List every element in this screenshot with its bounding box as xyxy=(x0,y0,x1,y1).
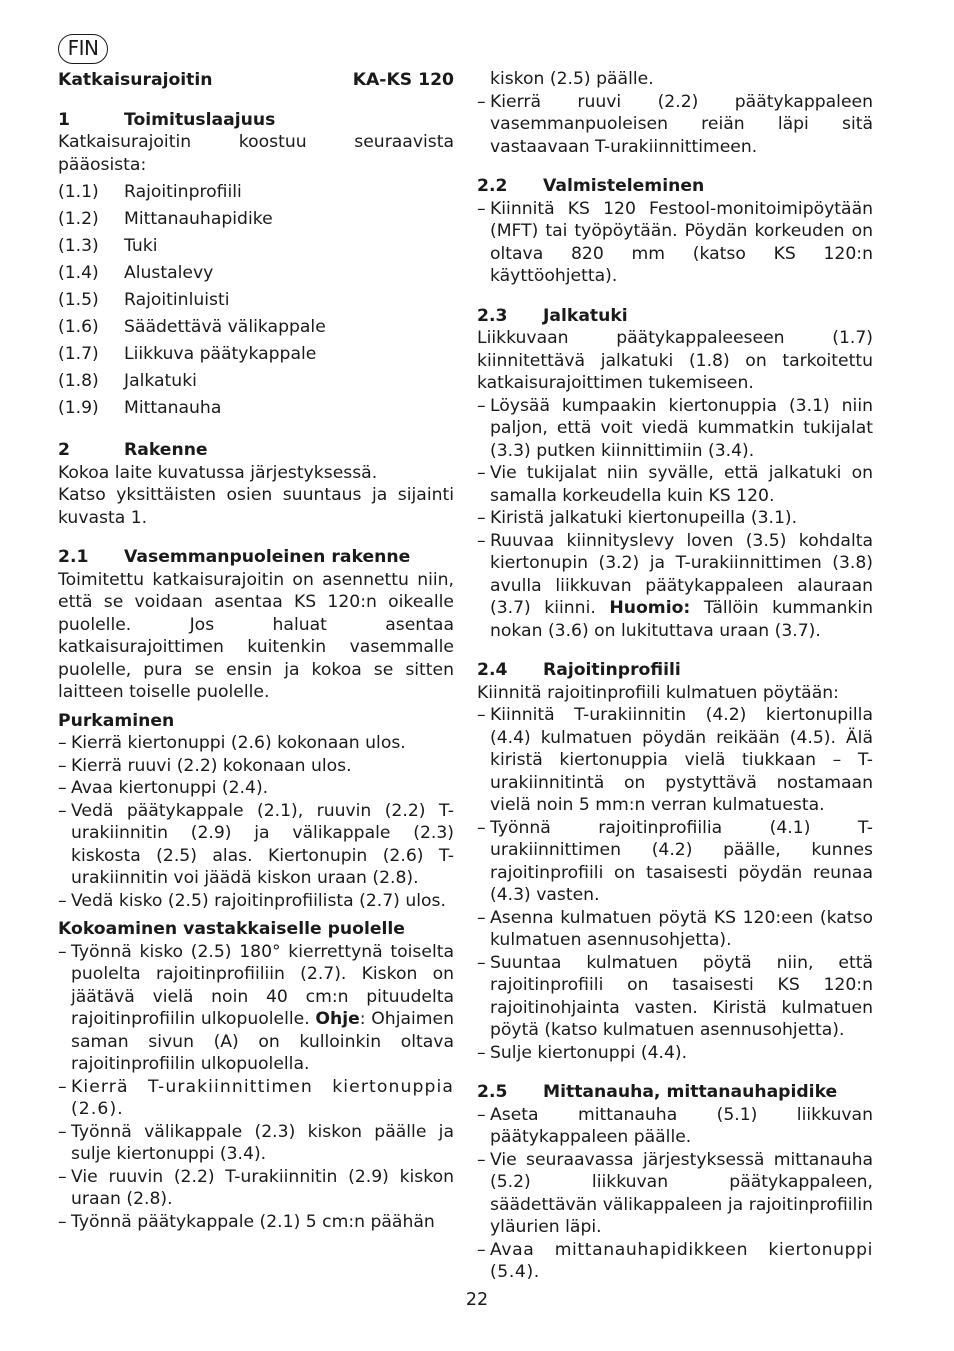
list-item: – Ruuvaa kiinnityslevy loven (3.5) kohdalta kiertonupin (3.2) ja T-urakiinnittimen (3.8) avulla liikkuvan päätykappaleen alauraan (3.7) kiinni. Huomio: Tällöin kummankin nokan (3.6) on lukituttava uraan (3.7). xyxy=(477,530,873,643)
list-item: – Kiinnitä T-urakiinnitin (4.2) kiertonupilla (4.4) kulmatuen pöydän reikään (4.5). Älä kiristä kiertonuppia vielä tiukkaan – T-urakiinnitintä on pystyttävä nostamaan vielä noin 5 mm:n verran kulmatuesta. xyxy=(477,704,873,817)
section-title: Toimituslaajuus xyxy=(124,109,276,130)
section-number: 2.3 xyxy=(477,305,508,326)
list-item: – Suuntaa kulmatuen pöytä niin, että rajoitinprofiili on tasaisesti KS 120:n rajoitinohjainta vasten. Kiristä kulmatuen pöytä (katso kulmatuen asennusohjetta). xyxy=(477,952,873,1042)
section-1-heading xyxy=(58,109,454,132)
section-title: Valmisteleminen xyxy=(543,176,705,196)
section-number: 2 xyxy=(58,440,70,460)
list-item: – Kierrä T-urakiinnittimen kiertonuppia (2.6). xyxy=(58,1076,454,1121)
parts-list-item: (1.7) Liikkuva päätykappale xyxy=(58,344,317,364)
list-item: – Avaa mittanauhapidikkeen kiertonuppi (5.4). xyxy=(477,1239,873,1284)
list-item: – Vie seuraavassa järjestyksessä mittanauha (5.2) liikkuvan päätykappaleen, säädettävän välikappaleen ja rajoitinprofiilin yläurien läpi. xyxy=(477,1149,873,1239)
doc-title: Katkaisurajoitin xyxy=(58,70,213,90)
list-item: – Työnnä rajoitinprofiilia (4.1) T-urakiinnittimen (4.2) päälle, kunnes rajoitinprofiili on tasaisesti pöydän reunaa (4.3) vasten. xyxy=(477,817,873,907)
list-item: – Avaa kiertonuppi (2.4). xyxy=(58,777,454,800)
kokoaminen-steps xyxy=(58,941,454,1234)
left-column xyxy=(58,68,454,1233)
note-label: Ohje xyxy=(315,1009,360,1029)
list-item: – Vie tukijalat niin syvälle, että jalkatuki on samalla korkeudella kuin KS 120. xyxy=(477,462,873,507)
section-2-2-heading xyxy=(477,175,873,198)
section-number: 2.4 xyxy=(477,660,508,680)
list-item: – Sulje kiertonuppi (4.4). xyxy=(477,1042,873,1065)
list-item: – Työnnä päätykappale (2.1) 5 cm:n päähän xyxy=(58,1211,454,1234)
parts-list-item: (1.4) Alustalevy xyxy=(58,263,214,283)
parts-list-item: (1.6) Säädettävä välikappale xyxy=(58,317,326,337)
purkaminen-steps xyxy=(58,732,454,912)
doc-model: KA-KS 120 xyxy=(352,70,454,90)
parts-list-item: (1.8) Jalkatuki xyxy=(58,371,197,391)
list-item: – Kiinnitä KS 120 Festool-monitoimipöytään (MFT) tai työpöytään. Pöydän korkeuden on oltava 820 mm (katso KS 120:n käyttöohjetta). xyxy=(477,198,873,288)
section-2-text: Kokoa laite kuvatussa järjestyksessä. xyxy=(58,462,378,483)
doc-header xyxy=(58,69,454,92)
right-column xyxy=(477,68,873,1284)
section-2-3-text: Liikkuvaan päätykappaleeseen (1.7) kiinnitettävä jalkatuki (1.8) on tarkoitettu katkaisurajoittimen tukemiseen. xyxy=(477,328,873,393)
parts-list-item: (1.2) Mittanauhapidike xyxy=(58,209,273,229)
language-badge: FIN xyxy=(58,34,108,64)
section-title: Mittanauha, mittanauhapidike xyxy=(543,1082,838,1102)
section-2-heading xyxy=(58,439,454,462)
parts-list-item: (1.5) Rajoitinluisti xyxy=(58,290,230,310)
list-item: – Vie ruuvin (2.2) T-urakiinnitin (2.9) kiskon uraan (2.8). xyxy=(58,1166,454,1211)
section-1-intro: Katkaisurajoitin koostuu seuraavista pääosista: xyxy=(58,132,454,175)
list-item: – Löysää kumpaakin kiertonuppia (3.1) niin paljon, että voit viedä kummatkin tukijalat (3.3) putken kiinnittimiin (3.4). xyxy=(477,395,873,463)
list-item-continued: kiskon (2.5) päälle. xyxy=(490,69,654,89)
list-item: – Kiristä jalkatuki kiertonupeilla (3.1). xyxy=(477,507,873,530)
section-title: Vasemmanpuoleinen rakenne xyxy=(124,547,411,567)
jalkatuki-steps xyxy=(477,395,873,643)
list-item: – Vedä päätykappale (2.1), ruuvin (2.2) T-urakiinnitin (2.9) ja välikappale (2.3) kiskosta (2.5) alas. Kiertonupin (2.6) T-urakiinnitin voi jäädä kiskon uraan (2.8). xyxy=(58,800,454,890)
parts-list-item: (1.9) Mittanauha xyxy=(58,398,222,418)
section-number: 1 xyxy=(58,109,70,130)
kokoaminen-heading: Kokoaminen vastakkaiselle puolelle xyxy=(58,919,405,939)
page-number: 22 xyxy=(465,1290,489,1310)
section-number: 2.5 xyxy=(477,1082,508,1102)
section-number: 2.2 xyxy=(477,176,508,196)
section-2-text: Katso yksittäisten osien suuntaus ja sijainti kuvasta 1. xyxy=(58,485,454,528)
list-item: – Asenna kulmatuen pöytä KS 120:een (katso kulmatuen asennusohjetta). xyxy=(477,907,873,952)
list-item: – Aseta mittanauha (5.1) liikkuvan päätykappaleen päälle. xyxy=(477,1104,873,1149)
parts-list xyxy=(58,179,454,422)
section-2-4-heading xyxy=(477,659,873,682)
section-title: Rakenne xyxy=(124,440,208,460)
rajoitinprofiili-steps xyxy=(477,704,873,1064)
purkaminen-heading: Purkaminen xyxy=(58,710,175,731)
parts-list-item: (1.1) Rajoitinprofiili xyxy=(58,182,242,202)
list-item: – Työnnä kisko (2.5) 180° kierrettynä toiselta puolelta rajoitinprofiiliin (2.7). Kiskon on jäätävä vielä noin 40 cm:n pituudelta rajoitinprofiilin ulkopuolelle. Ohje: Ohjaimen saman sivun (A) on kulloinkin oltava rajoitinprofiilin ulkopuolella. xyxy=(58,941,454,1076)
section-2-4-text: Kiinnitä rajoitinprofiili kulmatuen pöytään: xyxy=(477,682,839,703)
warning-label: Huomio: xyxy=(609,598,691,618)
section-title: Jalkatuki xyxy=(543,305,628,326)
list-item: – Kierrä kiertonuppi (2.6) kokonaan ulos. xyxy=(58,732,454,755)
section-2-5-heading xyxy=(477,1081,873,1104)
kokoaminen-steps-continued xyxy=(477,68,873,158)
parts-list-item: (1.3) Tuki xyxy=(58,236,158,256)
mittanauha-steps xyxy=(477,1104,873,1284)
list-item: – Työnnä välikappale (2.3) kiskon päälle ja sulje kiertonuppi (3.4). xyxy=(58,1121,454,1166)
list-item: – Kierrä ruuvi (2.2) kokonaan ulos. xyxy=(58,755,454,778)
section-2-1-heading xyxy=(58,546,454,569)
section-2-1-text: Toimitettu katkaisurajoitin on asennettu niin, että se voidaan asentaa KS 120:n oikealle puolelle. Jos haluat asentaa katkaisurajoittimen kuitenkin vasemmalle puolelle, pura se ensin ja kokoa se sitten laitteen toiselle puolelle. xyxy=(58,569,454,702)
section-number: 2.1 xyxy=(58,547,89,567)
section-title: Rajoitinprofiili xyxy=(543,660,681,680)
list-item: – Vedä kisko (2.5) rajoitinprofiilista (2.7) ulos. xyxy=(58,890,454,913)
list-item: – Kierrä ruuvi (2.2) päätykappaleen vasemmanpuoleisen reiän läpi sitä vastaavaan T-urakiinnittimeen. xyxy=(477,91,873,159)
valmisteleminen-steps xyxy=(477,198,873,288)
section-2-3-heading xyxy=(477,305,873,328)
